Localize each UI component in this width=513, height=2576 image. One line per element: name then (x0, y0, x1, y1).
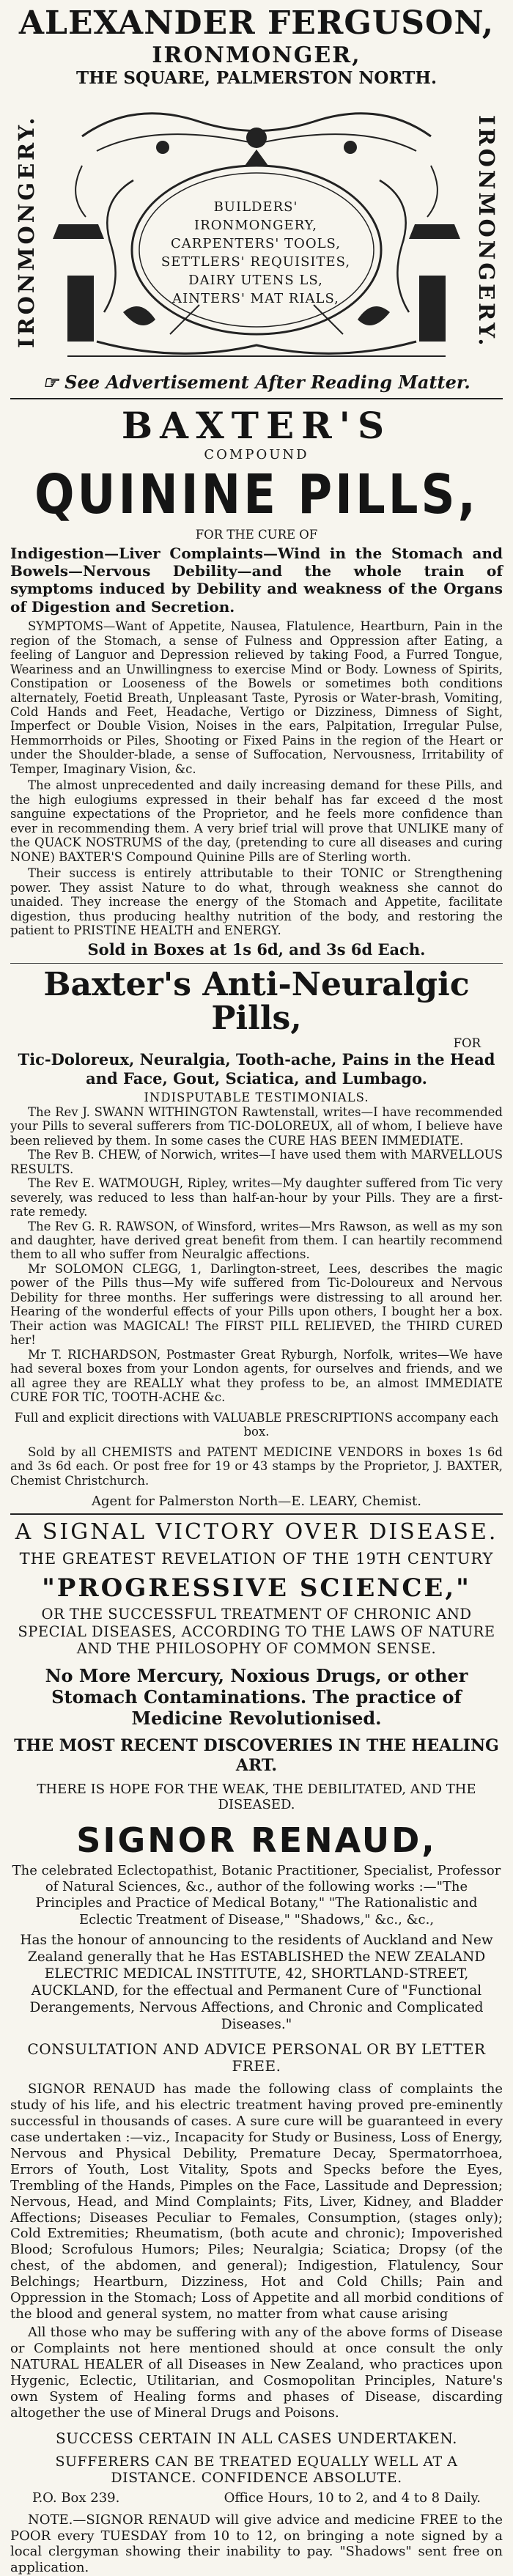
renaud-success: SUCCESS CERTAIN IN ALL CASES UNDERTAKEN. (56, 2429, 457, 2447)
quinine-symptoms: SYMPTOMS—Want of Appetite, Nausea, Flatulence, Heartburn, Pain in the region of the Stomach, a sense of Fulness and Oppression after Eating, a feeling of Languor and Depression relieved by taking Food, a Furred Tongue, Weariness and an Unwillingness to exercise Mind or Body. Lowness of Spirits, Constipation or Looseness of the Bowels or sometimes both conditions alternately, Foetid Breath, Unpleasant Taste, Pyrosis or Water-brash, Vomiting, Cold Hands and Feet, Headache, Vertigo or Dizziness, Dimness of Sight, Imperfect or Double Vision, Noises in the ears, Palpitation, Irregular Pulse, Hemmorrhoids or Piles, Shooting or Fixed Pains in the region of the Heart or under the Shoulder-blade, a sense of Suffocation, Nervousness, Irritability of Temper, Imaginary Vision, &c. (10, 619, 503, 776)
quinine-compound: COMPOUND (204, 446, 309, 462)
side-label-right: IRONMONGERY. (474, 115, 500, 349)
renaud-sufferers: SUFFERERS CAN BE TREATED EQUALLY WELL AT A DISTANCE. CONFIDENCE ABSOLUTE. (55, 2453, 458, 2486)
renaud-consult: CONSULTATION AND ADVICE PERSONAL OR BY LETTER FREE. (27, 2040, 486, 2075)
renaud-advertisement (10, 1519, 503, 2576)
testimonial: The Rev E. WATMOUGH, Ripley, writes—My daughter suffered from Tic very severely, was reduced to less than half-an-hour by your Pills. They are a first-rate remedy. (10, 1176, 503, 1219)
ferguson-address: THE SQUARE, PALMERSTON NORTH. (75, 68, 438, 89)
neuralgic-advertisement (10, 968, 503, 1509)
quinine-price: Sold in Boxes at 1s 6d, and 3s 6d Each. (87, 940, 426, 959)
renaud-name: SIGNOR RENAUD, (76, 1820, 437, 1860)
testimonial: The Rev B. CHEW, of Norwich, writes—I have used them with MARVELLOUS RESULTS. (10, 1148, 503, 1176)
quinine-title: QUININE PILLS, (34, 464, 479, 527)
renaud-para-2: All those who may be suffering with any of the above forms of Disease or Complaints not here mentioned should at once consult the only NATURAL HEALER of all Diseases in New Zealand, who practices upon Hygenic, Eclectic, Utilitarian, and Cosmopolitan Principles, Nature's own System of Healing forms and phases of Disease, discarding altogether the use of Mineral Drugs and Poisons. (10, 2325, 503, 2421)
renaud-hope: THERE IS HOPE FOR THE WEAK, THE DEBILITATED, AND THE DISEASED. (37, 1782, 476, 1813)
ornate-frame (10, 92, 503, 371)
renaud-or-treatment: OR THE SUCCESSFUL TREATMENT OF CHRONIC AND SPECIAL DISEASES, ACCORDING TO THE LAWS OF NATURE AND THE PHILOSOPHY OF COMMON SENSE. (18, 1606, 495, 1658)
testimonials-heading: INDISPUTABLE TESTIMONIALS. (144, 1090, 369, 1105)
neuralgic-title: Baxter's Anti-Neuralgic Pills, (43, 966, 470, 1038)
item-settlers: SETTLERS' REQUISITES, (160, 254, 351, 270)
divider (10, 1513, 503, 1515)
ferguson-trade: IRONMONGER, (152, 42, 361, 68)
item-painters: AINTERS' MAT RIALS, (172, 290, 339, 306)
ferguson-items (157, 199, 355, 308)
quinine-for-cure: FOR THE CURE OF (195, 528, 318, 542)
testimonial: The Rev J. SWANN WITHINGTON Rawtenstall, writes—I have recommended your Pills to several sufferers from TIC-DOLOREUX, all of whom, I believe have been relieved by them. In some cases the CURE HAS BEEN IMMEDIATE. (10, 1104, 503, 1148)
quinine-brand: BAXTER'S (121, 403, 392, 447)
quinine-advertisement (10, 404, 503, 959)
item-dairy: DAIRY UTENS LS, (188, 272, 323, 288)
pointing-hand-icon: ☞ (43, 372, 59, 394)
divider (10, 963, 503, 964)
testimonial: Mr SOLOMON CLEGG, 1, Darlington-street, Lees, describes the magic power of the Pills thus—My wife suffered from Tic-Doloureux and Nervous Debility for three months. Her sufferings were distressing to all around her. Hearing of the wonderful effects of your Pills upon others, I bought her a box. Their action was MAGICAL! The FIRST PILL RELIEVED, the THIRD CURED her! (10, 1261, 503, 1348)
ferguson-advertisement (10, 4, 503, 394)
neuralgic-directions: Full and explicit directions with VALUABLE PRESCRIPTIONS accompany each box. (14, 1410, 499, 1439)
ferguson-name: ALEXANDER FERGUSON, (18, 4, 495, 42)
renaud-no-mercury: No More Mercury, Noxious Drugs, or other Stomach Contaminations. The practice of Medicine Revolutionised. (45, 1664, 468, 1730)
neuralgic-agent: Agent for Palmerston North—E. LEARY, Chemist. (91, 1493, 422, 1509)
testimonial: The Rev G. R. RAWSON, of Winsford, writes—Mrs Rawson, as well as my son and daughter, have derived great benefit from them. I can heartily recommend them to all who suffer from Neuralgic affections. (10, 1219, 503, 1262)
renaud-announce: Has the honour of announcing to the residents of Auckland and New Zealand generally that he Has ESTABLISHED the NEW ZEALAND ELECTRIC MEDICAL INSTITUTE, 42, SHORTLAND-STREET, AUCKLAND, for the effectual and Permanent Cure of "Functional Derangements, Nervous Affections, and Chronic and Complicated Diseases." (20, 1933, 493, 2032)
renaud-contact-line (10, 2490, 503, 2506)
item-carpenters: CARPENTERS' TOOLS, (171, 236, 341, 252)
quinine-body-2: Their success is entirely attributable to their TONIC or Strengthening power. They assist Nature to do what, through weakness she cannot do unaided. They increase the energy of the Stomach and Appetite, facilitate digestion, thus producing healthy nutrition of the body, and restoring the patient to PRISTINE HEALTH and ENERGY. (10, 866, 503, 938)
divider (10, 398, 503, 399)
renaud-note: NOTE.—SIGNOR RENAUD will give advice and medicine FREE to the POOR every TUESDAY from 10 to 12, on bringing a note signed by a local clergyman showing their inability to pay. "Shadows" sent free on application. (10, 2512, 503, 2576)
testimonial: Mr T. RICHARDSON, Postmaster Great Ryburgh, Norfolk, writes—We have had several boxes from your London agents, for ourselves and friends, and we all agree they are REALLY what they profess to be, an almost IMMEDIATE CURE FOR TIC, TOOTH-ACHE &c. (10, 1347, 503, 1405)
see-advertisement-notice: ☞ See Advertisement After Reading Matter. (43, 372, 470, 394)
renaud-office-hours: Office Hours, 10 to 2, and 4 to 8 Daily. (224, 2490, 481, 2506)
neuralgic-for: FOR (453, 1036, 481, 1050)
renaud-signal: A SIGNAL VICTORY OVER DISEASE. (15, 1519, 498, 1546)
item-builders: BUILDERS' IRONMONGERY, (194, 199, 317, 234)
side-label-left: IRONMONGERY. (13, 115, 39, 349)
neuralgic-sold: Sold by all CHEMISTS and PATENT MEDICINE VENDORS in boxes 1s 6d and 3s 6d each. Or post free for 19 or 43 stamps by the Proprietor, J. BAXTER, Chemist Christchurch. (10, 1444, 503, 1488)
renaud-greatest: THE GREATEST REVELATION OF THE 19TH CENTURY (19, 1549, 494, 1568)
renaud-progressive: "PROGRESSIVE SCIENCE," (42, 1573, 471, 1603)
renaud-para-1: SIGNOR RENAUD has made the following class of complaints the study of his life, and his electric treatment having proved pre-eminently successful in thousands of cases. A sure cure will be guaranteed in every case undertaken :—viz., Incapacity for Study or Business, Loss of Energy, Nervous and Physical Debility, Premature Decay, Spermatorrhoea, Errors of Youth, Lost Vitality, Spots and Specks before the Eyes, Trembling of the Hands, Pimples on the Face, Lassitude and Depression; Nervous, Head, and Mind Complaints; Fits, Liver, Kidney, and Bladder Affections; Diseases Peculiar to Females, Consumption, (stages only); Cold Extremities; Rheumatism, (both acute and chronic); Impoverished Blood; Scrofulous Humors; Piles; Neuralgia; Sciatica; Dropsy (of the chest, of the abdomen, and general); Indigestion, Flatulency, Sour Belchings; Heartburn, Dizziness, Hot and Cold Chills; Pain and Oppression in the Stomach; Loss of Appetite and all morbid conditions of the blood and general system, no matter from what cause arising (10, 2081, 503, 2322)
neuralgic-lead: Tic-Doloreux, Neuralgia, Tooth-ache, Pains in the Head and Face, Gout, Sciatica, and Lumbago. (18, 1050, 495, 1088)
quinine-body: The almost unprecedented and daily increasing demand for these Pills, and the high eulogiums expressed in their behalf has far exceed d the most sanguine expectations of the Proprietor, and he feels more confidence than ever in recommending them. A very brief trial will prove that UNLIKE many of the QUACK NOSTRUMS of the day, (pretending to cure all diseases and curing NONE) BAXTER'S Compound Quinine Pills are of Sterling worth. (10, 778, 503, 864)
renaud-intro: The celebrated Eclectopathist, Botanic Practitioner, Specialist, Professor of Natural Sciences, &c., author of the following works :—"The Principles and Practice of Medical Botany," "The Rationalistic and Eclectic Treatment of Disease," "Shadows," &c., &c., (12, 1862, 501, 1927)
renaud-po-box: P.O. Box 239. (32, 2490, 120, 2506)
quinine-lead: Indigestion—Liver Complaints—Wind in the Stomach and Bowels—Nervous Debility—and the whole train of symptoms induced by Debility and weakness of the Organs of Digestion and Secretion. (10, 544, 503, 616)
renaud-most-recent: THE MOST RECENT DISCOVERIES IN THE HEALING ART. (14, 1736, 499, 1776)
